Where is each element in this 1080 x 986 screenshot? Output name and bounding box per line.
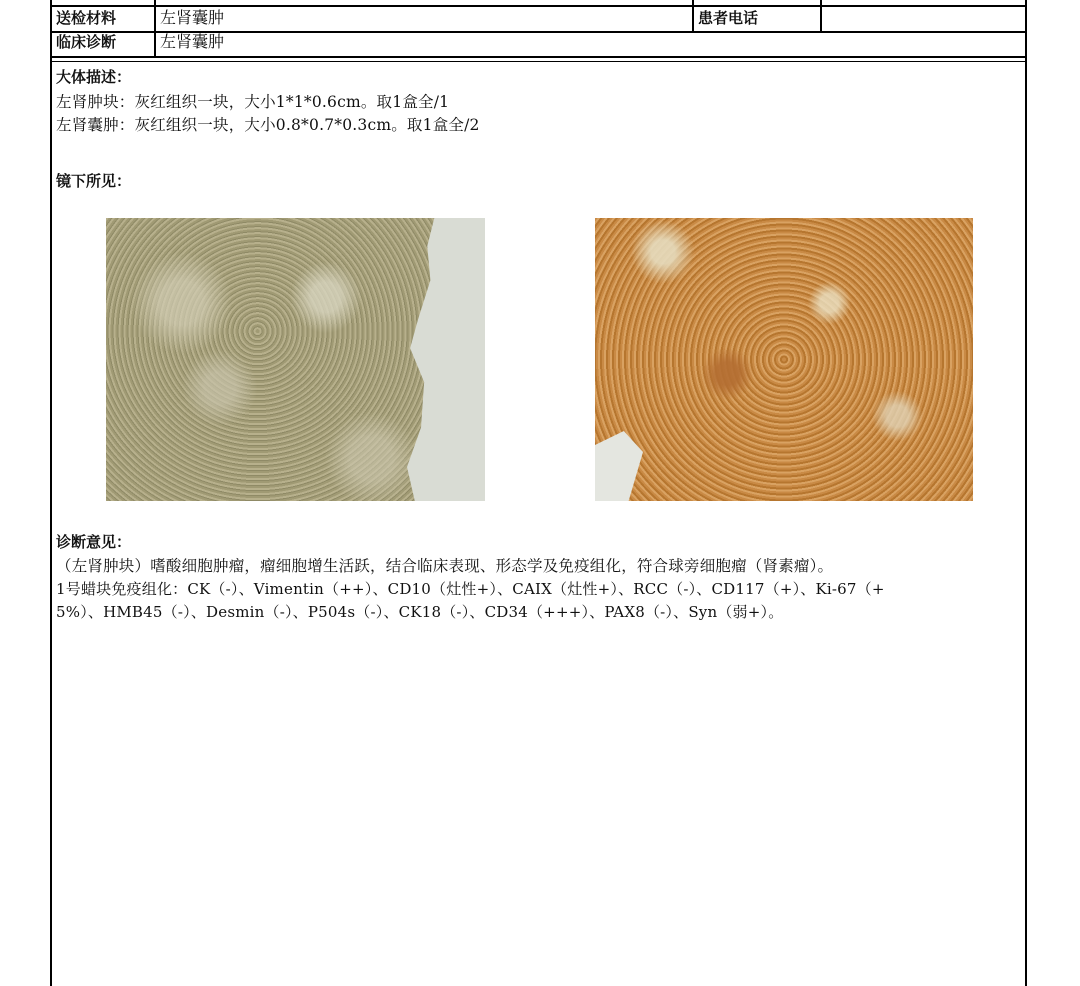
clinical-diagnosis-row <box>52 31 1025 58</box>
phone-label: 患者电话 <box>698 9 759 27</box>
gross-line: 左肾囊肿：灰红组织一块，大小0.8*0.7*0.3cm。取1盒全/2 <box>56 116 480 134</box>
specimen-value: 左肾囊肿 <box>160 8 225 27</box>
pathology-report <box>50 0 1027 986</box>
micrograph-background <box>595 431 643 501</box>
specimen-row <box>52 5 1025 33</box>
diagnosis-line: （左肾肿块）嗜酸细胞肿瘤，瘤细胞增生活跃，结合临床表现、形态学及免疫组化，符合球旁细胞瘤（肾素瘤）。 <box>56 557 834 575</box>
diagnosis-line: 1号蜡块免疫组化：CK（-）、Vimentin（++）、CD10（灶性+）、CAIX（灶性+）、RCC（-）、CD117（+）、Ki-67（+ <box>56 580 885 598</box>
microscopic-title: 镜下所见： <box>56 172 132 190</box>
clinical-diagnosis-value: 左肾囊肿 <box>160 32 225 51</box>
diagnosis-line: 5%）、HMB45（-）、Desmin（-）、P504s（-）、CK18（-）、CD34（+++）、PAX8（-）、Syn（弱+）。 <box>56 603 784 621</box>
micrograph-image-2 <box>595 218 973 501</box>
specimen-label: 送检材料 <box>56 9 117 27</box>
gross-description-title: 大体描述： <box>56 68 132 86</box>
diagnosis-title: 诊断意见： <box>56 533 132 551</box>
clinical-diagnosis-label: 临床诊断 <box>56 33 117 51</box>
gross-line: 左肾肿块：灰红组织一块，大小1*1*0.6cm。取1盒全/1 <box>56 93 450 111</box>
section-rule <box>52 61 1025 62</box>
micrograph-image-1 <box>106 218 485 501</box>
phone-value <box>822 7 1022 31</box>
micrograph-background <box>407 218 485 501</box>
